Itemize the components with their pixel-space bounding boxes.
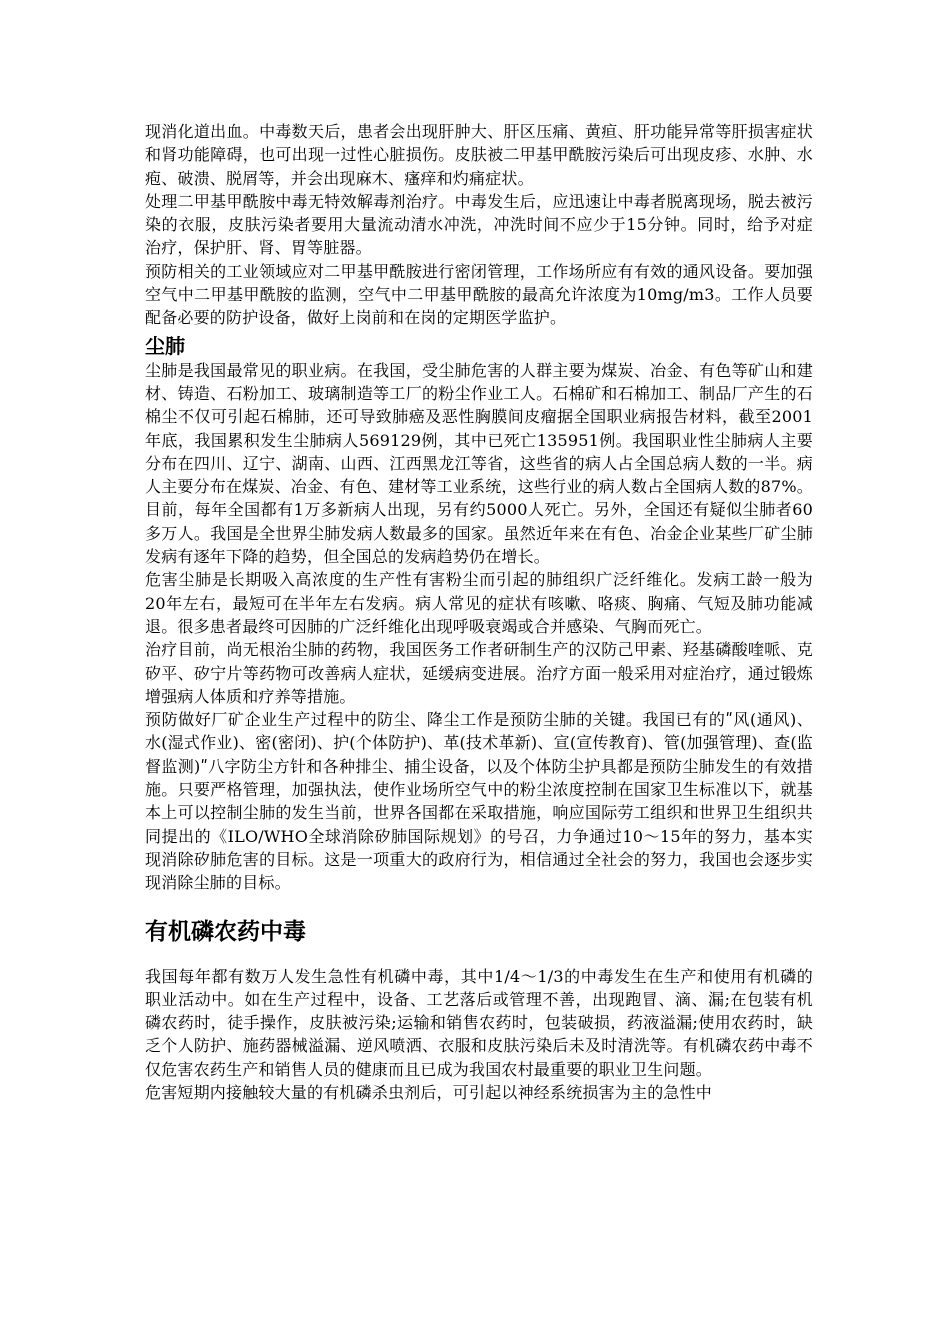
dmf-treatment-paragraph: 处理二甲基甲酰胺中毒无特效解毒剂治疗。中毒发生后，应迅速让中毒者脱离现场，脱去被污染的衣服，皮肤污染者要用大量流动清水冲洗，冲洗时间不应少于15分钟。同时，给予对症治疗，保护肝、肾、胃等脏器。 <box>145 191 813 258</box>
pneumoconiosis-hazard-paragraph: 危害尘肺是长期吸入高浓度的生产性有害粉尘而引起的肺组织广泛纤维化。发病工龄一般为20年左右，最短可在半年左右发病。病人常见的症状有咳嗽、咯痰、胸痛、气短及肺功能减退。很多患者最终可因肺的广泛纤维化出现呼吸衰竭或合并感染、气胸而死亡。 <box>145 570 813 636</box>
pneumoconiosis-heading: 尘肺 <box>145 333 185 358</box>
organophosphorus-overview-paragraph: 我国每年都有数万人发生急性有机磷中毒，其中1/4～1/3的中毒发生在生产和使用有机磷的职业活动中。如在生产过程中，设备、工艺落后或管理不善，出现跑冒、滴、漏;在包装有机磷农药时，徒手操作，皮肤被污染;运输和销售农药时，包装破损，药液溢漏;使用农药时，缺乏个人防护、施药器械溢漏、逆风喷洒、衣服和皮肤污染后未及时清洗等。有机磷农药中毒不仅危害农药生产和销售人员的健康而且已成为我国农村最重要的职业卫生问题。 <box>145 966 813 1079</box>
dmf-prevention-paragraph: 预防相关的工业领域应对二甲基甲酰胺进行密闭管理，工作场所应有有效的通风设备。要加强空气中二甲基甲酰胺的监测，空气中二甲基甲酰胺的最高允许浓度为10mg/m3。工作人员要配备必要的防护设备，做好上岗前和在岗的定期医学监护。 <box>145 261 813 328</box>
pneumoconiosis-prevention-paragraph: 预防做好厂矿企业生产过程中的防尘、降尘工作是预防尘肺的关键。我国已有的ʺ风(通风)、水(湿式作业)、密(密闭)、护(个体防护)、革(技术革新)、宣(宣传教育)、管(加强管理)、查(监督监测)ʺ八字防尘方针和各种排尘、捕尘设备，以及个体防尘护具都是预防尘肺发生的有效措施。只要严格管理，加强执法，使作业场所空气中的粉尘浓度控制在国家卫生标准以下，就基本上可以控制尘肺的发生当前，世界各国都在采取措施，响应国际劳工组织和世界卫生组织共同提出的《ILO/WHO全球消除矽肺国际规划》的号召，力争通过10～15年的努力，基本实现消除矽肺危害的目标。这是一项重大的政府行为，相信通过全社会的努力，我国也会逐步实现消除尘肺的目标。 <box>145 710 813 893</box>
document-page <box>145 120 813 1104</box>
pneumoconiosis-treatment-paragraph: 治疗目前，尚无根治尘肺的药物，我国医务工作者研制生产的汉防己甲素、羟基磷酸喹哌、克矽平、矽宁片等药物可改善病人症状，延缓病变进展。治疗方面一般采用对症治疗，通过锻炼增强病人体质和疗养等措施。 <box>145 640 813 706</box>
organophosphorus-heading: 有机磷农药中毒 <box>145 918 306 945</box>
organophosphorus-hazard-paragraph: 危害短期内接触较大量的有机磷杀虫剂后，可引起以神经系统损害为主的急性中 <box>145 1082 713 1102</box>
pneumoconiosis-overview-paragraph: 尘肺是我国最常见的职业病。在我国，受尘肺危害的人群主要为煤炭、冶金、有色等矿山和建材、铸造、石粉加工、玻璃制造等工厂的粉尘作业工人。石棉矿和石棉加工、制品厂产生的石棉尘不仅可引起石棉肺，还可导致肺癌及恶性胸膜间皮瘤据全国职业病报告材料，截至2001年底，我国累积发生尘肺病人569129例，其中已死亡135951例。我国职业性尘肺病人主要分布在四川、辽宁、湖南、山西、江西黑龙江等省，这些省的病人占全国总病人数的一半。病人主要分布在煤炭、冶金、有色、建材等工业系统，这些行业的病人数占全国病人数的87%。目前，每年全国都有1万多新病人出现，另有约5000人死亡。另外，全国还有疑似尘肺者60多万人。我国是全世界尘肺发病人数最多的国家。虽然近年来在有色、冶金企业某些厂矿尘肺发病有逐年下降的趋势，但全国总的发病趋势仍在增长。 <box>145 360 813 567</box>
dmf-symptoms-paragraph: 现消化道出血。中毒数天后，患者会出现肝肿大、肝区压痛、黄疸、肝功能异常等肝损害症状和肾功能障碍，也可出现一过性心脏损伤。皮肤被二甲基甲酰胺污染后可出现皮疹、水肿、水疱、破溃、脱屑等，并会出现麻木、瘙痒和灼痛症状。 <box>145 122 813 188</box>
